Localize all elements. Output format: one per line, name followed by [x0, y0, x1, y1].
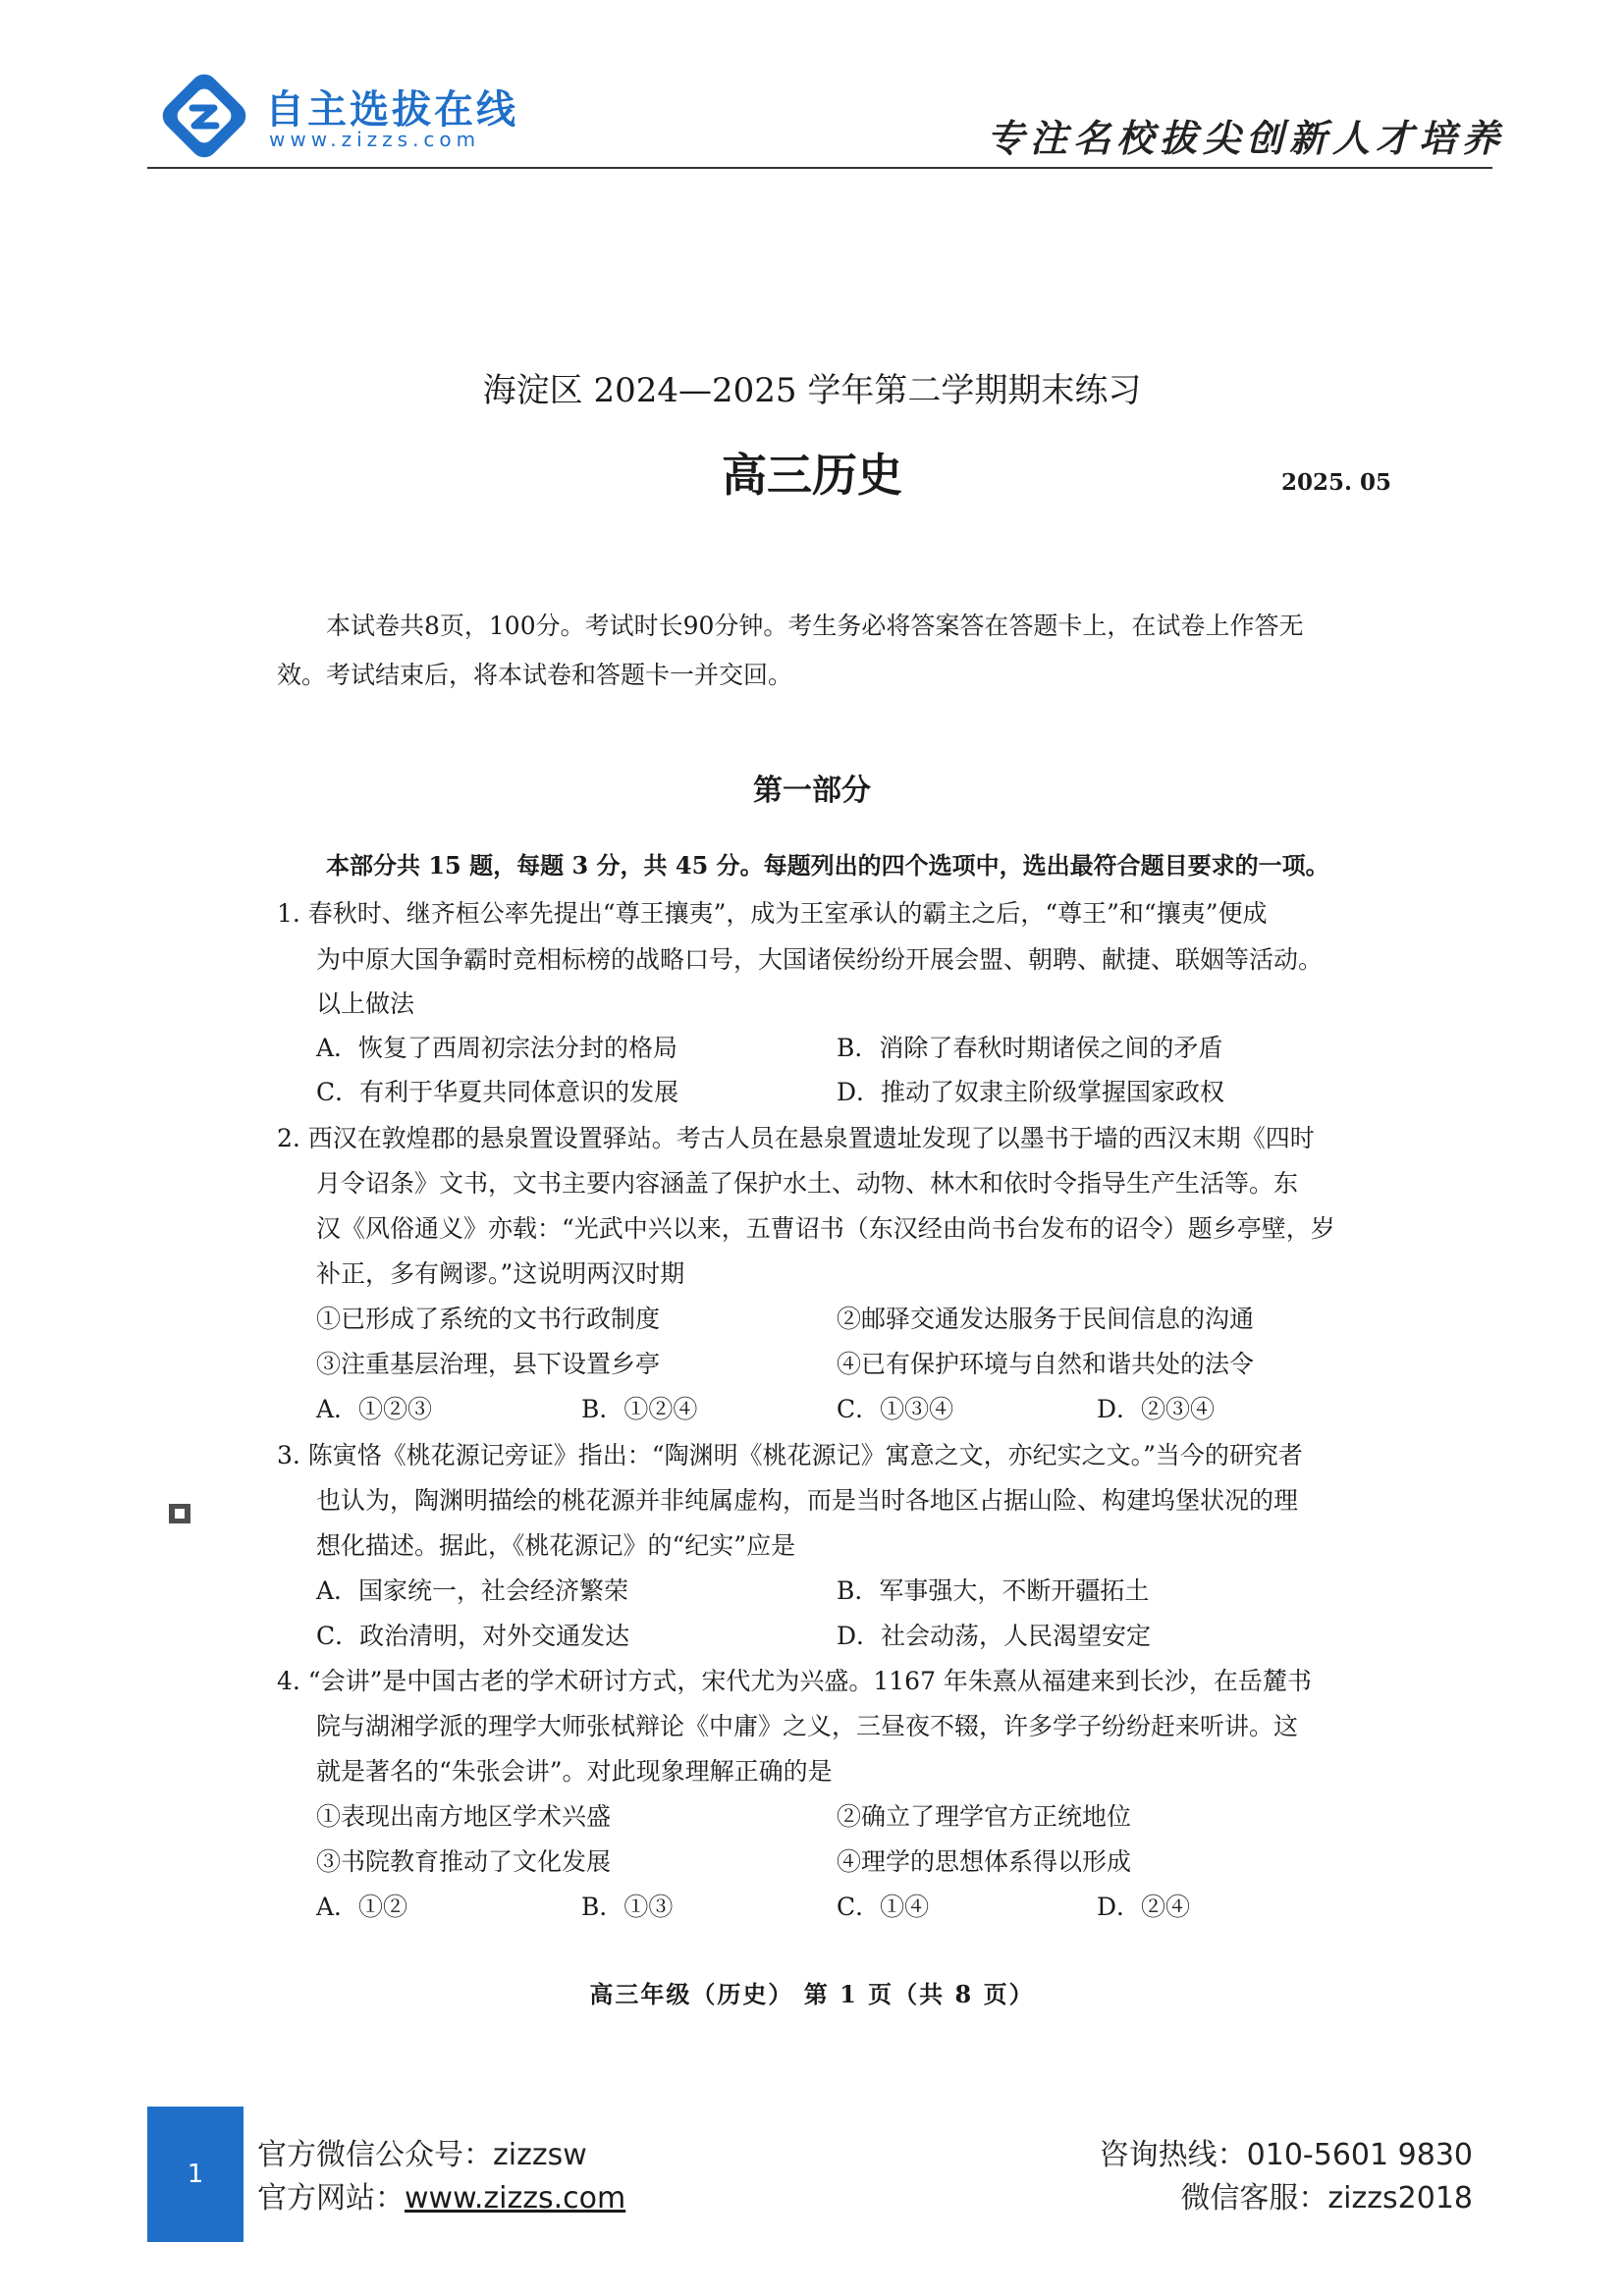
- header-divider: [147, 167, 1492, 169]
- wechat-service: 微信客服：zizzs2018: [1180, 2181, 1473, 2216]
- question-stem-line: 也认为，陶渊明描绘的桃花源并非纯属虚构，而是当时各地区占据山险、构建坞堡状况的理: [316, 1486, 1299, 1515]
- page-footer-label: 高三年级（历史） 第 1 页（共 8 页）: [589, 1980, 1035, 2008]
- option-d: D．社会动荡，人民渴望安定: [837, 1622, 1152, 1650]
- option-a: A．①②: [316, 1893, 408, 1921]
- part-intro: 本部分共 15 题，每题 3 分，共 45 分。每题列出的四个选项中，选出最符合题目要求的一项。: [326, 851, 1329, 880]
- option-c: C．①③④: [837, 1395, 954, 1423]
- website-prefix: 官方网站：: [257, 2181, 405, 2216]
- option-c: C．①④: [837, 1893, 930, 1921]
- option-b: B．①②④: [581, 1395, 698, 1423]
- statement-2: ②确立了理学官方正统地位: [837, 1802, 1132, 1831]
- official-website: [257, 2173, 625, 2216]
- wechat-account: 官方微信公众号：zizzsw: [257, 2138, 587, 2172]
- question-stem-line: 以上做法: [316, 989, 415, 1018]
- option-a: A．①②③: [316, 1395, 433, 1423]
- question-stem-line: 4. “会讲”是中国古老的学术研讨方式，宋代尤为兴盛。1167 年朱熹从福建来到长沙，在岳麓书: [277, 1667, 1312, 1695]
- option-c: C．政治清明，对外交通发达: [316, 1622, 630, 1650]
- option-b: B．消除了春秋时期诸侯之间的矛盾: [837, 1034, 1223, 1062]
- option-d: D．②④: [1097, 1893, 1191, 1921]
- website-link[interactable]: www.zizzs.com: [405, 2181, 626, 2216]
- subject-title: 高三历史: [722, 449, 902, 502]
- question-stem-line: 汉《风俗通义》亦载：“光武中兴以来，五曹诏书（东汉经由尚书台发布的诏令）题乡亭壁，岁: [316, 1214, 1335, 1243]
- instructions-line: 效。考试结束后，将本试卷和答题卡一并交回。: [277, 661, 793, 689]
- option-c: C．有利于华夏共同体意识的发展: [316, 1078, 679, 1106]
- question-stem-line: 3. 陈寅恪《桃花源记旁证》指出：“陶渊明《桃花源记》寓意之文，亦纪实之文。”当今的研究者: [277, 1441, 1303, 1469]
- option-b: B．①③: [581, 1893, 674, 1921]
- statement-4: ④理学的思想体系得以形成: [837, 1847, 1132, 1876]
- statement-3: ③注重基层治理，县下设置乡亭: [316, 1350, 661, 1378]
- logo-name: 自主选拔在线: [265, 87, 518, 133]
- part-title: 第一部分: [753, 774, 871, 808]
- exam-title: 海淀区 2024—2025 学年第二学期期末练习: [482, 371, 1142, 410]
- scan-mark-icon: [167, 1500, 194, 1527]
- logo-mark-icon: [157, 69, 251, 163]
- question-stem-line: 1. 春秋时、继齐桓公率先提出“尊王攘夷”，成为王室承认的霸主之后，“尊王”和“攘夷”便成: [277, 899, 1268, 928]
- question-stem-line: 补正，多有阙谬。”这说明两汉时期: [316, 1259, 685, 1288]
- option-b: B．军事强大，不断开疆拓土: [837, 1576, 1150, 1605]
- site-logo[interactable]: [157, 69, 550, 167]
- statement-1: ①表现出南方地区学术兴盛: [316, 1802, 612, 1831]
- page-number: 1: [187, 2160, 204, 2189]
- statement-1: ①已形成了系统的文书行政制度: [316, 1305, 661, 1333]
- option-d: D．②③④: [1097, 1395, 1216, 1423]
- instructions-line: 本试卷共8页，100分。考试时长90分钟。考生务必将答案答在答题卡上，在试卷上作答无: [326, 612, 1304, 640]
- hotline: 咨询热线：010-5601 9830: [1099, 2138, 1473, 2172]
- question-stem-line: 月令诏条》文书，文书主要内容涵盖了保护水土、动物、林木和依时令指导生产生活等。东: [316, 1169, 1299, 1198]
- statement-2: ②邮驿交通发达服务于民间信息的沟通: [837, 1305, 1255, 1333]
- question-stem-line: 2. 西汉在敦煌郡的悬泉置设置驿站。考古人员在悬泉置遗址发现了以墨书于墙的西汉末期《四时: [277, 1124, 1315, 1152]
- statement-4: ④已有保护环境与自然和谐共处的法令: [837, 1350, 1255, 1378]
- question-stem-line: 想化描述。据此，《桃花源记》的“纪实”应是: [316, 1531, 796, 1560]
- question-stem-line: 就是著名的“朱张会讲”。对此现象理解正确的是: [316, 1757, 833, 1786]
- logo-url: www.zizzs.com: [269, 128, 481, 151]
- header-slogan: 专注名校拔尖创新人才培养: [987, 116, 1506, 160]
- statement-3: ③书院教育推动了文化发展: [316, 1847, 612, 1876]
- exam-date: 2025. 05: [1281, 469, 1392, 496]
- option-d: D．推动了奴隶主阶级掌握国家政权: [837, 1078, 1225, 1106]
- question-stem-line: 为中原大国争霸时竞相标榜的战略口号，大国诸侯纷纷开展会盟、朝聘、献捷、联姻等活动。: [316, 945, 1324, 974]
- option-a: A．国家统一，社会经济繁荣: [316, 1576, 629, 1605]
- option-a: A．恢复了西周初宗法分封的格局: [316, 1034, 678, 1062]
- question-stem-line: 院与湖湘学派的理学大师张栻辩论《中庸》之义，三昼夜不辍，许多学子纷纷赶来听讲。这: [316, 1712, 1299, 1740]
